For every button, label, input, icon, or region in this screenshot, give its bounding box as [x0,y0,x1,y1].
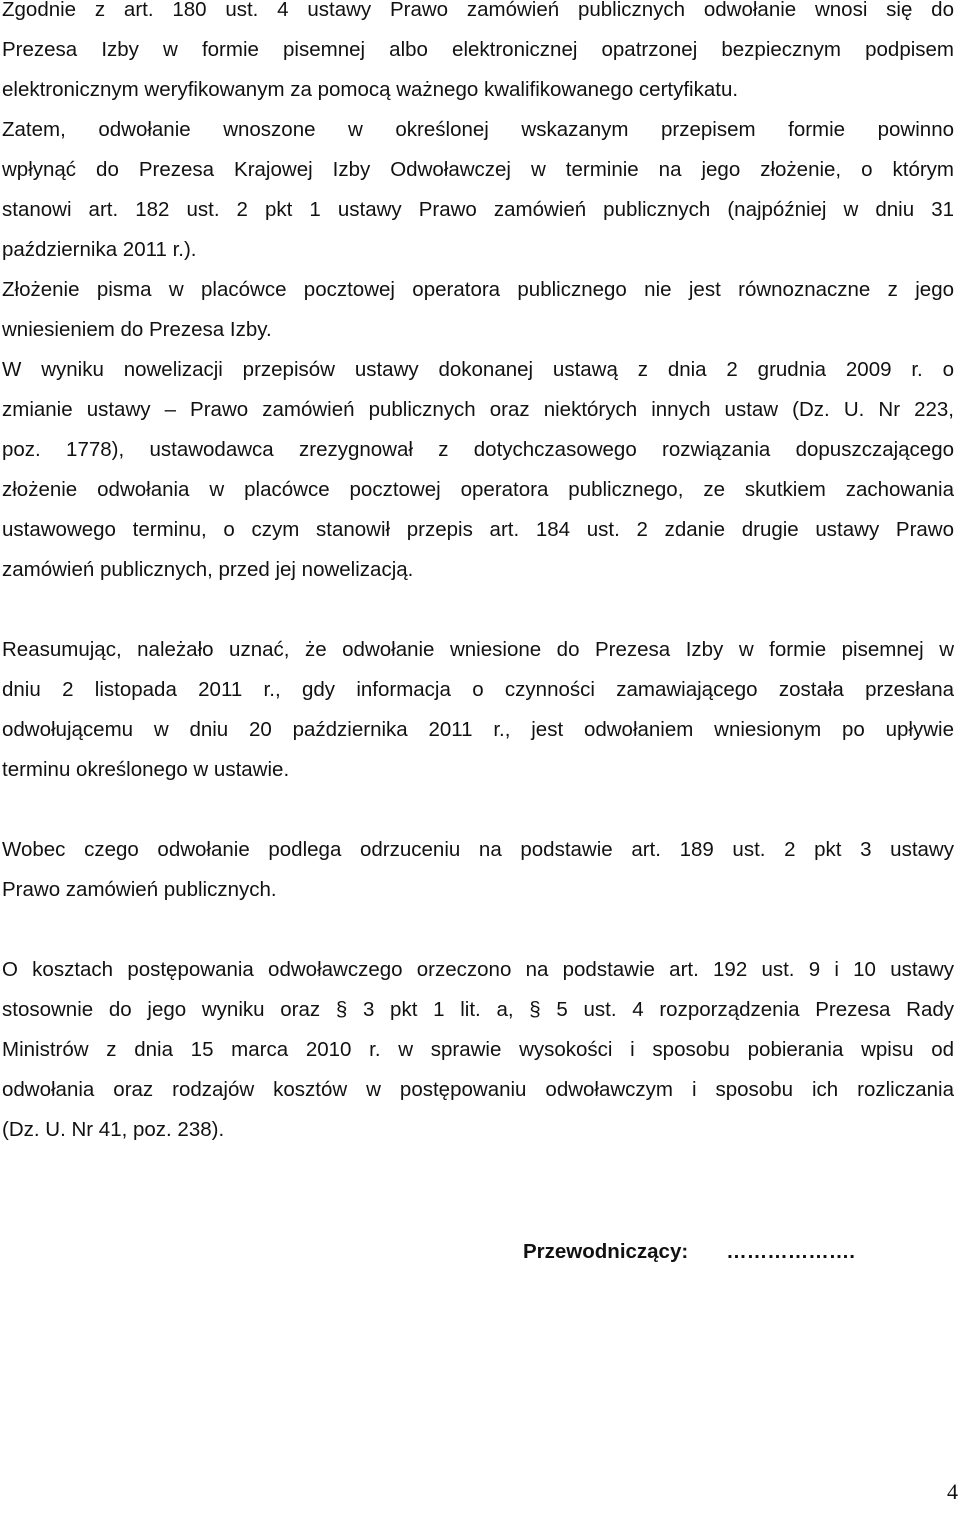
text-line: Prawo zamówień publicznych. [2,878,277,901]
text-line: wniesieniem do Prezesa Izby. [2,318,272,341]
text-line: Wobec czego odwołanie podlega odrzuceniu na podstawie art. 189 ust. 2 pkt 3 ustawy [2,838,954,861]
text-line: Zatem, odwołanie wnoszone w określonej wskazanym przepisem formie powinno [2,118,954,141]
text-line: odwołującemu w dniu 20 października 2011 r., jest odwołaniem wniesionym po upływie [2,718,954,741]
text-line: O kosztach postępowania odwoławczego orzeczono na podstawie art. 192 ust. 9 i 10 ustawy [2,958,954,981]
text-line: (Dz. U. Nr 41, poz. 238). [2,1118,225,1141]
text-line: poz. 1778), ustawodawca zrezygnował z dotychczasowego rozwiązania dopuszczającego [2,438,954,461]
text-line: odwołania oraz rodzajów kosztów w postępowaniu odwoławczym i sposobu ich rozliczania [2,1078,954,1101]
text-line: terminu określonego w ustawie. [2,758,290,781]
text-line: Zgodnie z art. 180 ust. 4 ustawy Prawo zamówień publicznych odwołanie wnosi się do [2,0,954,21]
text-line: Reasumując, należało uznać, że odwołanie wniesione do Prezesa Izby w formie pisemnej w [2,638,954,661]
text-line: Złożenie pisma w placówce pocztowej operatora publicznego nie jest równoznaczne z jego [2,278,954,301]
text-line: wpłynąć do Prezesa Krajowej Izby Odwoławczej w terminie na jego złożenie, o którym [2,158,954,181]
signature-dots: ………………. [726,1240,855,1263]
signature-label: Przewodniczący: [523,1240,689,1263]
text-line: stanowi art. 182 ust. 2 pkt 1 ustawy Prawo zamówień publicznych (najpóźniej w dniu 31 [2,198,954,221]
text-line: Ministrów z dnia 15 marca 2010 r. w sprawie wysokości i sposobu pobierania wpisu od [2,1038,954,1061]
text-line: zamówień publicznych, przed jej nowelizacją. [2,558,414,581]
page-number: 4 [947,1479,958,1504]
text-line: elektronicznym weryfikowanym za pomocą ważnego kwalifikowanego certyfikatu. [2,78,739,101]
text-line: dniu 2 listopada 2011 r., gdy informacja o czynności zamawiającego została przesłana [2,678,954,701]
text-line: zmianie ustawy – Prawo zamówień publicznych oraz niektórych innych ustaw (Dz. U. Nr 223, [2,398,954,421]
text-line: W wyniku nowelizacji przepisów ustawy dokonanej ustawą z dnia 2 grudnia 2009 r. o [2,358,954,381]
text-line: ustawowego terminu, o czym stanowił przepis art. 184 ust. 2 zdanie drugie ustawy Prawo [2,518,954,541]
signature-block [523,1238,855,1266]
text-line: stosownie do jego wyniku oraz § 3 pkt 1 lit. a, § 5 ust. 4 rozporządzenia Prezesa Rady [2,998,954,1021]
text-line: Prezesa Izby w formie pisemnej albo elektronicznej opatrzonej bezpiecznym podpisem [2,38,954,61]
text-line: złożenie odwołania w placówce pocztowej operatora publicznego, ze skutkiem zachowania [2,478,954,501]
text-line: października 2011 r.). [2,238,197,261]
